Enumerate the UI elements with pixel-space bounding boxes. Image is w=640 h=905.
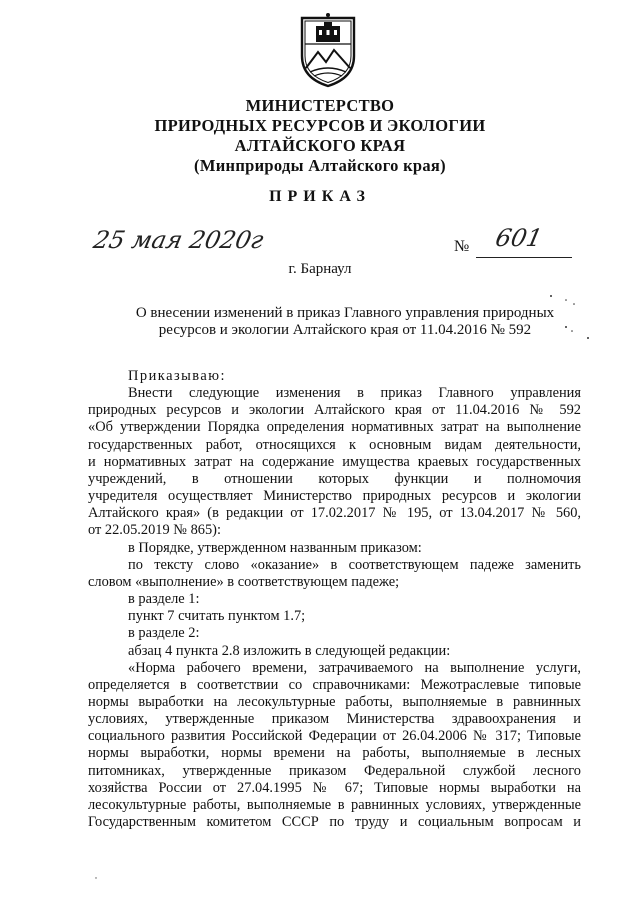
ministry-title-line1: МИНИСТЕРСТВО xyxy=(245,96,395,115)
body-line: «Норма рабочего времени, затрачиваемого на выполнение услуги, xyxy=(128,659,581,676)
body-line: хозяйства России от 27.04.1995 № 67; Типовые нормы выработки на xyxy=(88,779,581,796)
body-line: учредителя осуществляет Министерство природных ресурсов и экологии xyxy=(88,488,581,505)
body-line: и нормативных затрат на содержание имущества краевых государственных xyxy=(88,453,581,470)
body-line: от 22.05.2019 № 865): xyxy=(88,522,221,539)
number-label: № xyxy=(454,238,470,255)
city: г. Барнаул xyxy=(288,261,352,277)
body-line: государственных работ, относящихся к основным видам деятельности, xyxy=(88,436,581,453)
body-line: нормы выработки, нормы времени на работы, выполняемые в лесных xyxy=(88,745,581,762)
body-line: питомниках, утвержденные приказом Федеральной службой лесного xyxy=(88,762,581,779)
body-line: словом «выполнение» в соответствующем падеже; xyxy=(88,573,400,590)
handwritten-date: 25 мая 2020г xyxy=(91,226,267,254)
body-line: социального развития Российской Федерации от 26.04.2006 № 317; Типовые xyxy=(88,728,581,745)
subject-line: О внесении изменений в приказ Главного управления природных xyxy=(135,305,555,321)
body-line: учреждений, в отношении которых функции и полномочия xyxy=(88,470,581,487)
body-line: по тексту слово «оказание» в соответствующем падеже заменить xyxy=(128,556,581,573)
body-line: Алтайского края» (в редакции от 17.02.2017 № 195, от 13.04.2017 № 560, xyxy=(88,505,581,522)
ministry-title-line3: АЛТАЙСКОГО КРАЯ xyxy=(234,136,406,155)
body-line: в разделе 1: xyxy=(128,591,200,608)
ministry-short-name: (Минприроды Алтайского края) xyxy=(194,156,446,175)
body-line: «Об утверждении Порядка определения нормативных затрат на выполнение xyxy=(88,419,581,436)
subject-line: ресурсов и экологии Алтайского края от 11.04.2016 № 592 xyxy=(158,322,532,338)
body-line: абзац 4 пункта 2.8 изложить в следующей редакции: xyxy=(128,642,451,659)
document-type: ПРИКАЗ xyxy=(269,188,371,205)
body-line: лесокультурные работы, выполняемые в равнинных условиях, утвержденные xyxy=(88,796,581,813)
body-line: пункт 7 считать пунктом 1.7; xyxy=(128,608,306,625)
body-line: нормы выработки на лесокультурные работы, выполняемые в равнинных xyxy=(88,693,581,710)
body-line: в Порядке, утвержденном названным приказом: xyxy=(128,539,422,556)
body-line: природных ресурсов и экологии Алтайского края от 11.04.2016 № 592 xyxy=(88,402,581,419)
body-line: определяется в соответствии со справочниками: Межотраслевые типовые xyxy=(88,676,581,693)
handwritten-number: 601 xyxy=(493,224,545,252)
body-line: Государственным комитетом СССР по труду и социальным вопросам и xyxy=(88,814,581,831)
body-line: Внести следующие изменения в приказ Главного управления xyxy=(128,385,581,402)
order-opening: Приказываю: xyxy=(128,368,227,384)
ministry-title-line2: ПРИРОДНЫХ РЕСУРСОВ И ЭКОЛОГИИ xyxy=(154,116,486,135)
body-line: условиях, утвержденные приказом Министерства здравоохранения и xyxy=(88,711,581,728)
body-line: в разделе 2: xyxy=(128,625,200,642)
